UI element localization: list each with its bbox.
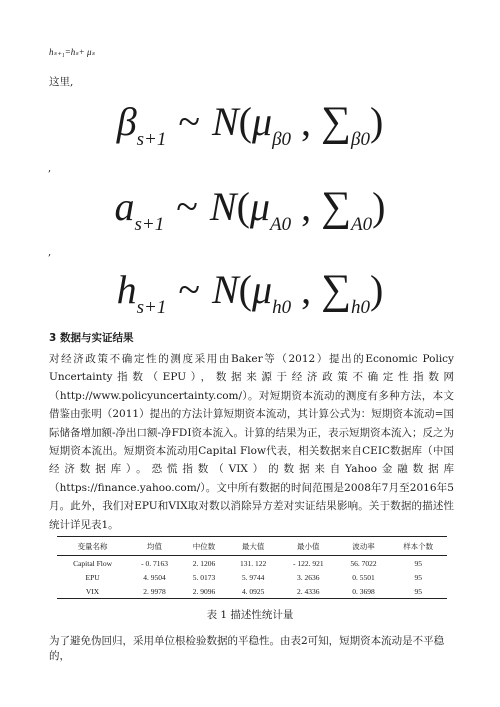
equation-h: $h_{s+1}$ ~ $N(\mu_{h0}$ , $\sum_{h0}$) — [116, 267, 384, 318]
table-cell: 95 — [414, 572, 422, 582]
header-cell: 最小值 — [279, 537, 338, 556]
table-cell: - 122. 921 — [292, 558, 324, 568]
table-header-row — [57, 537, 447, 556]
equation-a: $a_{s+1}$ ~ $N(\mu_{A0}$ , $\sum_{A0}$) — [114, 184, 386, 235]
table-cell: 3. 2636 — [297, 572, 320, 582]
table-cell: 5. 9744 — [241, 572, 265, 582]
table-cell: 56. 7022 — [350, 558, 377, 568]
table-cell: Capital Flow — [73, 558, 113, 568]
header-cell: 最大值 — [227, 537, 279, 556]
header-cell: 波动率 — [338, 537, 390, 556]
table-cell: 0. 5501 — [352, 572, 375, 582]
table-cell: 2. 9096 — [181, 584, 227, 599]
table-cell: VIX — [57, 584, 128, 599]
state-equation-small: hₛ₊₁=hₛ+ μₛ — [49, 47, 95, 57]
table-caption: 表 1 描述性统计量 — [206, 609, 294, 621]
body-paragraph: 对经济政策不确定性的测度采用由Baker等（2012）提出的Economic Policy Uncertainty指数（EPU），数据来源于经济政策不确定性指数网（http://www.policyuncertainty.com/）。对短期资本流动的测度有多种方法，本文借鉴由张明（2011）提出的方法计算短期资本流动，其计算公式为：短期资本流动=国际储备增加额-净出口额-净FDI资本流入。计算的结果为正，表示短期资本流入；反之为短期资本流出。短期资本流动用Capital Flow代表，相关数据来自CEIC数据库（中国经济数据库）。恐慌指数（VIX）的数据来自Yahoo金融数据库（https://finance.yahoo.com/）。文中所有数据的时间范围是2008年7月至2016年5月。此外，我们对EPU和VIX取对数以消除异方差对实证结果影响。关于数据的描述性统计详见表1。 — [49, 353, 454, 531]
descriptive-stats-table — [57, 536, 447, 599]
table-cell: - 0. 7163 — [141, 558, 168, 568]
table-cell: 4. 0925 — [227, 584, 279, 599]
table-cell: 4. 9504 — [143, 572, 166, 582]
table-cell: 2. 1206 — [192, 558, 216, 568]
table-row — [57, 556, 447, 571]
comma-2: , — [48, 247, 52, 258]
table-cell: 95 — [414, 558, 422, 568]
table-row — [57, 584, 447, 599]
table-cell: 5. 0173 — [192, 572, 216, 582]
body-continuation: 为了避免伪回归，采用单位根检验数据的平稳性。由表2可知，短期资本流动是不平稳的， — [49, 635, 445, 662]
equation-beta: $\beta_{s+1}$ ~ $N(\mu_{\beta 0}$ , $\sum_{\beta 0}$) — [116, 99, 384, 150]
header-cell: 均值 — [128, 537, 181, 556]
header-cell: 变量名称 — [57, 537, 128, 556]
header-cell: 样本个数 — [389, 537, 447, 556]
table-row — [57, 570, 447, 584]
table-cell: EPU — [85, 572, 100, 582]
section-heading: 3 数据与实证结果 — [49, 332, 134, 344]
table-cell: 131. 122 — [239, 558, 267, 568]
intro-text: 这里, — [49, 76, 74, 88]
table-cell: 95 — [389, 584, 447, 599]
table-cell: 2. 9978 — [128, 584, 181, 599]
comma-1: , — [48, 163, 52, 174]
table-cell: 0. 3698 — [338, 584, 390, 599]
table-cell: 2. 4336 — [279, 584, 338, 599]
header-cell: 中位数 — [181, 537, 227, 556]
